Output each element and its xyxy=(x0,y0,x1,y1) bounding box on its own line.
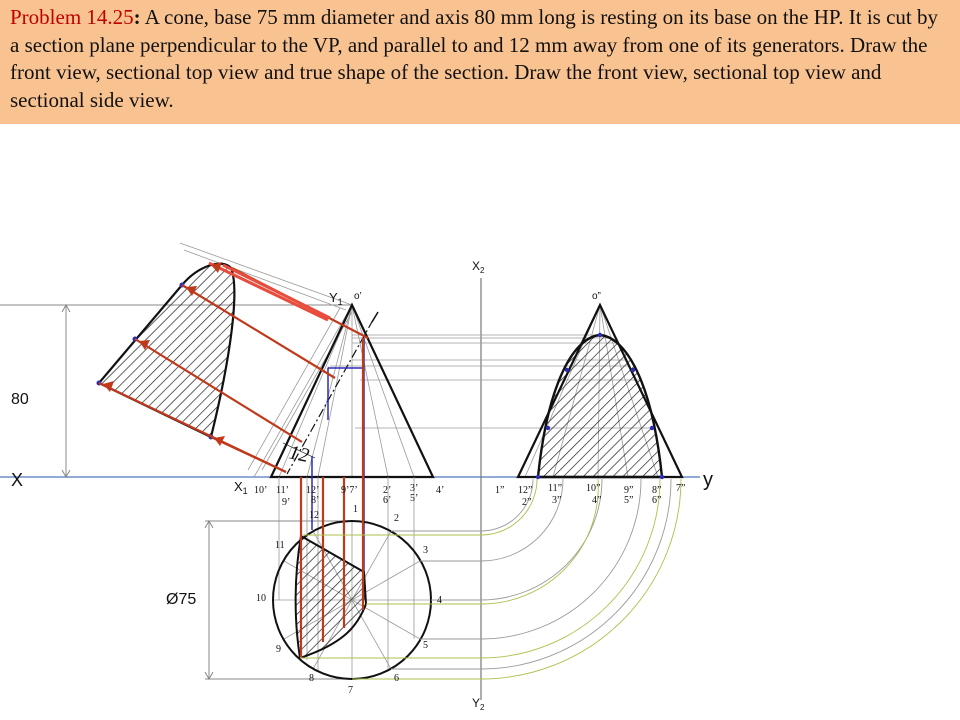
tv-label-1: 1 xyxy=(353,504,358,515)
tv-label-8: 8 xyxy=(309,673,314,684)
problem-separator: : xyxy=(133,5,141,29)
fv-label-4: 4’ xyxy=(436,485,445,496)
offset-dimension-label: 12 xyxy=(286,441,312,468)
side-apex-label: o” xyxy=(592,291,601,302)
fv-label-12: 12’ xyxy=(306,485,320,496)
x-label: X xyxy=(11,470,24,490)
y1-label: $Y_1$ xyxy=(329,290,343,307)
sv-label-2: 2” xyxy=(522,497,532,508)
sv-label-11: 11” xyxy=(548,483,563,494)
side-view-section-hatch xyxy=(538,335,662,477)
side-view-point-labels xyxy=(495,483,685,508)
fv-label-8: 8’ xyxy=(311,495,320,506)
sv-label-5: 5” xyxy=(624,495,634,506)
section-plane-extension xyxy=(372,312,378,322)
x2-label: $X_2$ xyxy=(472,259,485,275)
sv-label-4: 4” xyxy=(592,495,602,506)
tv-label-10: 10 xyxy=(256,593,266,604)
diameter-dimension-label: Ø75 xyxy=(166,591,197,608)
fv-label-5: 5’ xyxy=(410,493,419,504)
tv-label-4: 4 xyxy=(437,595,442,606)
sv-label-6: 6” xyxy=(652,495,662,506)
fv-label-9-7: 9’7’ xyxy=(341,485,358,496)
sv-label-10: 10” xyxy=(586,483,601,494)
front-view-point-labels xyxy=(254,483,444,508)
top-view-section-hatch xyxy=(296,536,366,658)
fv-label-9: 9’ xyxy=(282,497,291,508)
fv-label-11: 11’ xyxy=(276,485,289,496)
tv-label-2: 2 xyxy=(394,513,399,524)
y2-label: $Y_2$ xyxy=(472,696,485,712)
tv-label-9: 9 xyxy=(276,644,281,655)
sv-label-3: 3” xyxy=(552,495,562,506)
fv-label-6: 6’ xyxy=(383,495,392,506)
sv-label-9: 9” xyxy=(624,485,634,496)
tv-label-6: 6 xyxy=(394,673,399,684)
problem-number: Problem 14.25 xyxy=(10,5,134,29)
tv-label-3: 3 xyxy=(423,545,428,556)
sv-label-7: 7” xyxy=(676,483,686,494)
problem-description: A cone, base 75 mm diameter and axis 80 mm long is resting on its base on the HP. It is cut by a section plane perpendicular to the VP, and parallel to and 12 mm away from one of its generators. Draw the front view, sectional top view and true shape of the section. Draw the front view, sectional top view and sectional side view. xyxy=(10,5,938,112)
sv-label-1: 1” xyxy=(495,485,505,496)
fv-label-10: 10’ xyxy=(254,485,268,496)
tv-label-11: 11 xyxy=(275,540,285,551)
y-label: y xyxy=(703,469,713,491)
height-dimension-label: 80 xyxy=(11,391,29,408)
front-apex-label: o’ xyxy=(354,291,362,302)
x1-label: $X_1$ xyxy=(234,479,248,496)
sv-label-8: 8” xyxy=(652,485,662,496)
tv-label-5: 5 xyxy=(423,640,428,651)
sv-label-12: 12” xyxy=(518,485,533,496)
fv-label-3: 3’ xyxy=(410,483,419,494)
fv-label-2: 2’ xyxy=(383,485,392,496)
true-shape-section xyxy=(99,264,234,437)
tv-label-7: 7 xyxy=(348,685,353,696)
tv-label-12: 12 xyxy=(309,510,319,521)
